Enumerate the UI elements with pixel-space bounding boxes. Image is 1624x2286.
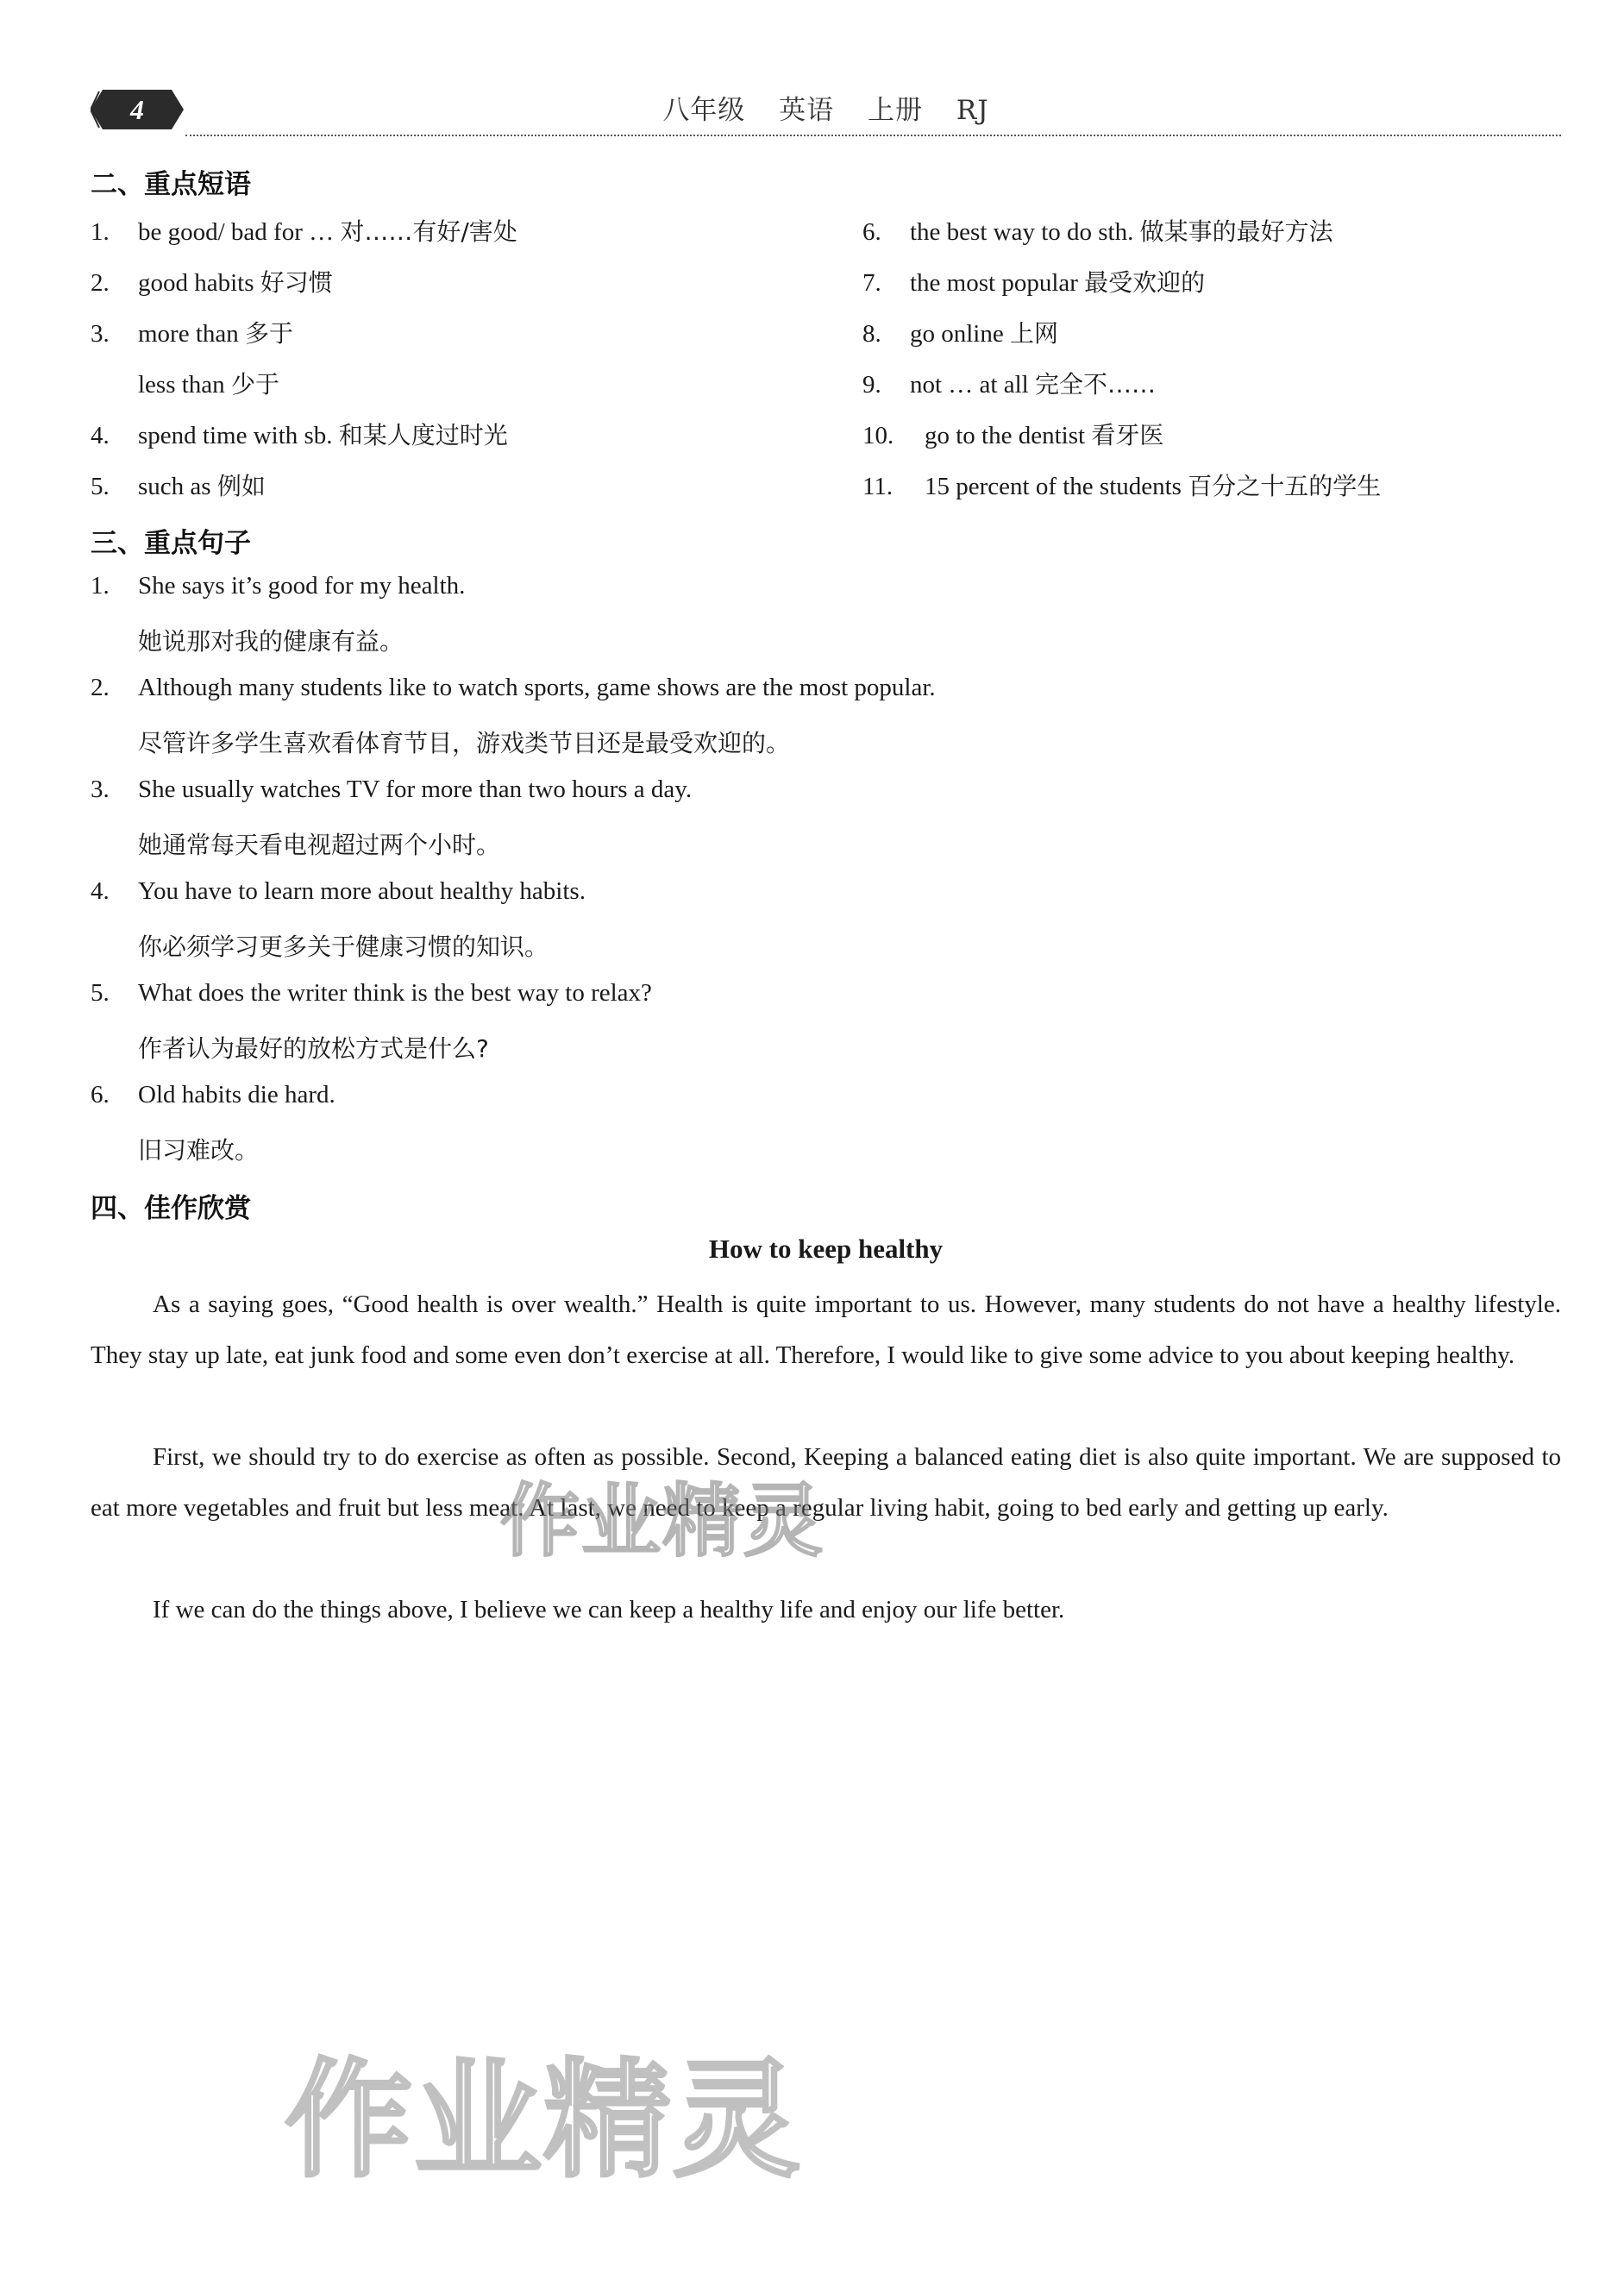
phrase-english: not … at all (910, 371, 1029, 399)
sentence-chinese: 作者认为最好的放松方式是什么? (138, 1034, 489, 1063)
sentence-chinese: 她说那对我的健康有益。 (138, 627, 404, 656)
phrase-chinese: 做某事的最好方法 (1139, 217, 1333, 246)
section-title-phrases: 二、重点短语 (91, 169, 251, 200)
phrase-english: good habits (138, 269, 254, 297)
item-number: 3. (91, 776, 110, 803)
phrase-item (862, 417, 1163, 451)
item-number: 2. (91, 674, 110, 701)
sentence-item (91, 776, 692, 804)
page-number: 4 (130, 94, 144, 125)
phrase-chinese: 多于 (245, 319, 294, 348)
phrase-item (862, 315, 1058, 349)
item-number: 7. (862, 269, 881, 297)
item-number: 6. (862, 218, 881, 246)
item-number: 2. (91, 269, 110, 297)
phrase-english: go online (910, 320, 1004, 348)
phrase-chinese: 和某人度过时光 (338, 421, 508, 449)
essay-title: How to keep healthy (708, 1234, 944, 1264)
phrase-item (862, 213, 1333, 248)
item-number: 4. (91, 877, 110, 905)
sentence-item (91, 674, 936, 702)
phrase-item (862, 264, 1205, 298)
phrase-english: the best way to do sth. (910, 218, 1134, 246)
item-number: 3. (91, 320, 110, 348)
item-number: 8. (862, 320, 881, 348)
item-number: 4. (91, 422, 110, 449)
sentence-english: She says it’s good for my health. (138, 572, 466, 600)
phrase-english: less than (138, 371, 225, 399)
item-number: 10. (862, 422, 894, 449)
phrase-item (91, 213, 517, 248)
phrase-item (91, 468, 266, 502)
essay-paragraph: First, we should try to do exercise as often as possible. Second, Keeping a balanced eating diet is also quite important. We are supposed to eat more vegetables and fruit but less meat. At last, we need to keep a regular living habit, going to bed early and getting up early. (91, 1443, 1561, 1522)
sentence-english: She usually watches TV for more than two hours a day. (138, 776, 693, 803)
phrase-english: be good/ bad for … (138, 218, 335, 246)
sentence-english: Although many students like to watch sports, game shows are the most popular. (138, 674, 936, 701)
phrase-english: 15 percent of the students (925, 473, 1182, 500)
phrase-english: more than (138, 320, 239, 348)
phrase-chinese: 少于 (230, 370, 279, 399)
phrase-chinese: 对……有好/害处 (340, 217, 517, 246)
sentence-chinese: 你必须学习更多关于健康习惯的知识。 (138, 933, 549, 961)
watermark-text: 作业精灵 (500, 1475, 825, 1567)
item-number: 11. (862, 473, 894, 500)
item-number: 5. (91, 473, 110, 500)
subject-label: 英语 (779, 95, 835, 126)
item-number: 1. (91, 572, 110, 600)
item-number: 1. (91, 218, 110, 246)
phrase-english: the most popular (910, 269, 1078, 297)
edition-label: RJ (956, 95, 989, 126)
sentence-chinese: 尽管许多学生喜欢看体育节目，游戏类节目还是最受欢迎的。 (138, 729, 791, 757)
grade-label: 八年级 (662, 95, 746, 126)
book-title (91, 88, 1561, 127)
item-number: 6. (91, 1081, 110, 1108)
phrase-english: such as (138, 473, 211, 500)
sentence-item (91, 1081, 335, 1109)
essay-paragraph: If we can do the things above, I believe we can keep a healthy life and enjoy our life better. (153, 1596, 1065, 1623)
phrase-item (91, 417, 508, 451)
phrase-item (91, 264, 333, 298)
volume-label: 上册 (868, 95, 924, 126)
phrase-chinese: 最受欢迎的 (1084, 268, 1206, 297)
phrase-chinese: 完全不…… (1034, 370, 1156, 399)
section-title-sentences: 三、重点句子 (91, 528, 251, 559)
phrase-item (91, 315, 293, 349)
sentence-english: What does the writer think is the best way to relax? (138, 979, 652, 1007)
phrase-chinese: 百分之十五的学生 (1188, 472, 1382, 500)
phrase-chinese: 看牙医 (1091, 421, 1164, 449)
phrase-english: go to the dentist (925, 422, 1086, 449)
phrase-chinese: 好习惯 (260, 268, 333, 297)
sentence-item (91, 877, 586, 906)
phrase-chinese: 例如 (216, 472, 266, 500)
phrase-item (862, 468, 1381, 502)
sentence-chinese: 旧习难改。 (138, 1136, 260, 1165)
header-divider (185, 135, 1561, 136)
sentence-item (91, 979, 652, 1008)
phrase-english: spend time with sb. (138, 422, 333, 449)
section-title-essay: 四、佳作欣赏 (91, 1193, 251, 1224)
page-header (91, 85, 1561, 138)
sentence-item (91, 572, 465, 600)
essay-paragraph: As a saying goes, “Good health is over wealth.” Health is quite important to us. However, many students do not have a healthy lifestyle. They stay up late, eat junk food and some even don’t exercise at all. Therefore, I would like to give some advice to you about keeping healthy. (91, 1291, 1561, 1369)
watermark-text: 作业精灵 (285, 2046, 802, 2195)
sentence-english: You have to learn more about healthy habits. (138, 877, 586, 905)
sentence-english: Old habits die hard. (138, 1081, 335, 1108)
item-number: 9. (862, 371, 881, 399)
phrase-item (862, 366, 1156, 400)
phrase-chinese: 上网 (1010, 319, 1059, 348)
phrase-item (91, 366, 279, 400)
sentence-chinese: 她通常每天看电视超过两个小时。 (138, 831, 501, 859)
item-number: 5. (91, 979, 110, 1007)
